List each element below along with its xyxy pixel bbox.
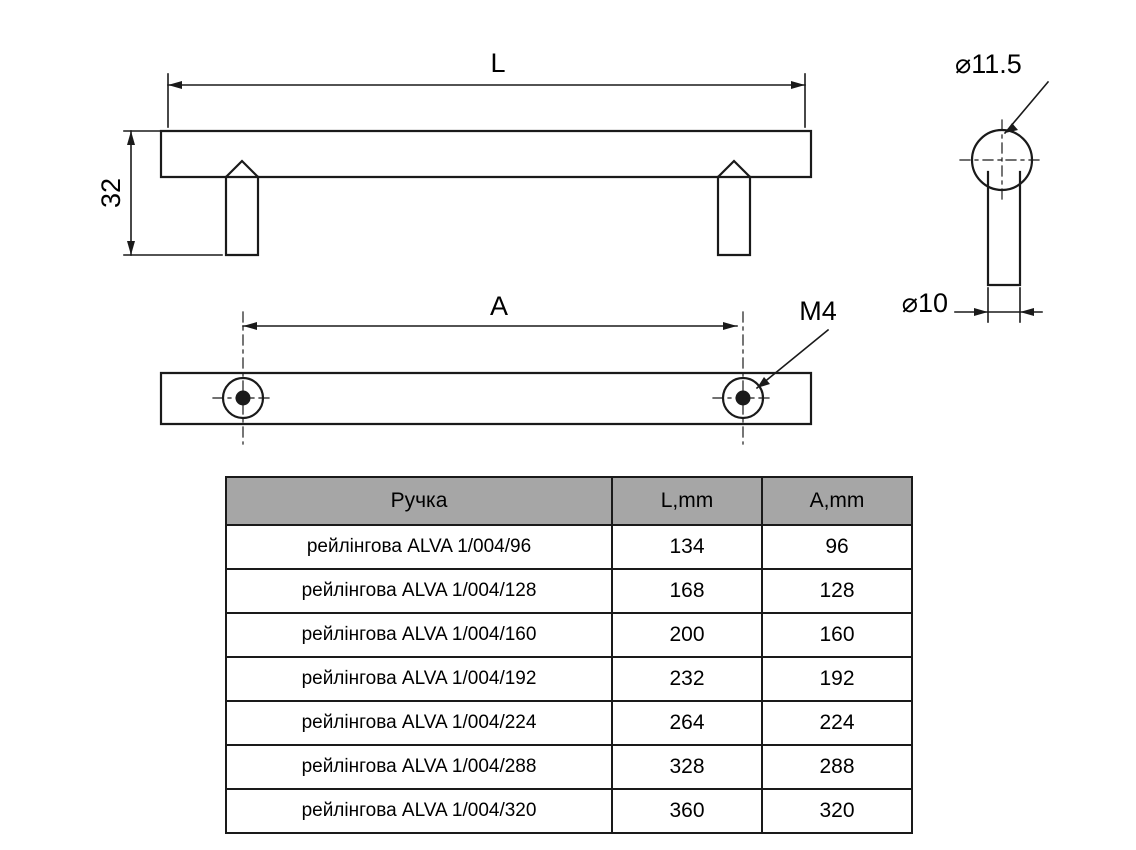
cell-center-distance: 160 <box>762 613 912 657</box>
dimension-label-diameter-10: ⌀10 <box>901 288 948 318</box>
column-header-a: A,mm <box>762 477 912 525</box>
table-row <box>226 789 912 833</box>
table-row <box>226 701 912 745</box>
cell-product-name: рейлінгова ALVA 1/004/96 <box>226 525 612 569</box>
cell-center-distance: 96 <box>762 525 912 569</box>
leader-M4 <box>757 330 828 388</box>
leader-diameter-11-5 <box>1005 82 1048 133</box>
cell-product-name: рейлінгова ALVA 1/004/288 <box>226 745 612 789</box>
table-row <box>226 525 912 569</box>
cell-product-name: рейлінгова ALVA 1/004/128 <box>226 569 612 613</box>
cell-product-name: рейлінгова ALVA 1/004/320 <box>226 789 612 833</box>
front-view-geometry <box>161 131 811 255</box>
table-row <box>226 745 912 789</box>
cell-length: 360 <box>612 789 762 833</box>
dimension-diameter-10 <box>955 288 1042 322</box>
cell-center-distance: 224 <box>762 701 912 745</box>
dimension-L <box>168 74 805 127</box>
dimension-label-32: 32 <box>96 177 126 209</box>
dimension-label-M4: M4 <box>799 296 837 326</box>
cell-center-distance: 320 <box>762 789 912 833</box>
cell-length: 134 <box>612 525 762 569</box>
cell-product-name: рейлінгова ALVA 1/004/224 <box>226 701 612 745</box>
cell-length: 168 <box>612 569 762 613</box>
specification-table <box>225 476 913 834</box>
column-header-l: L,mm <box>612 477 762 525</box>
cell-center-distance: 128 <box>762 569 912 613</box>
cell-length: 200 <box>612 613 762 657</box>
cell-product-name: рейлінгова ALVA 1/004/160 <box>226 613 612 657</box>
dimension-32 <box>124 131 222 255</box>
table-row <box>226 613 912 657</box>
cell-length: 328 <box>612 745 762 789</box>
table-row <box>226 657 912 701</box>
dimension-label-diameter-11-5: ⌀11.5 <box>955 49 1022 79</box>
dimension-label-L: L <box>490 48 506 78</box>
cell-length: 264 <box>612 701 762 745</box>
cell-center-distance: 192 <box>762 657 912 701</box>
table-header-row <box>226 477 912 525</box>
column-header-name: Ручка <box>226 477 612 525</box>
cell-product-name: рейлінгова ALVA 1/004/192 <box>226 657 612 701</box>
table-row <box>226 569 912 613</box>
dimension-A <box>243 322 737 330</box>
dimension-label-A: A <box>489 291 509 321</box>
cell-length: 232 <box>612 657 762 701</box>
cell-center-distance: 288 <box>762 745 912 789</box>
